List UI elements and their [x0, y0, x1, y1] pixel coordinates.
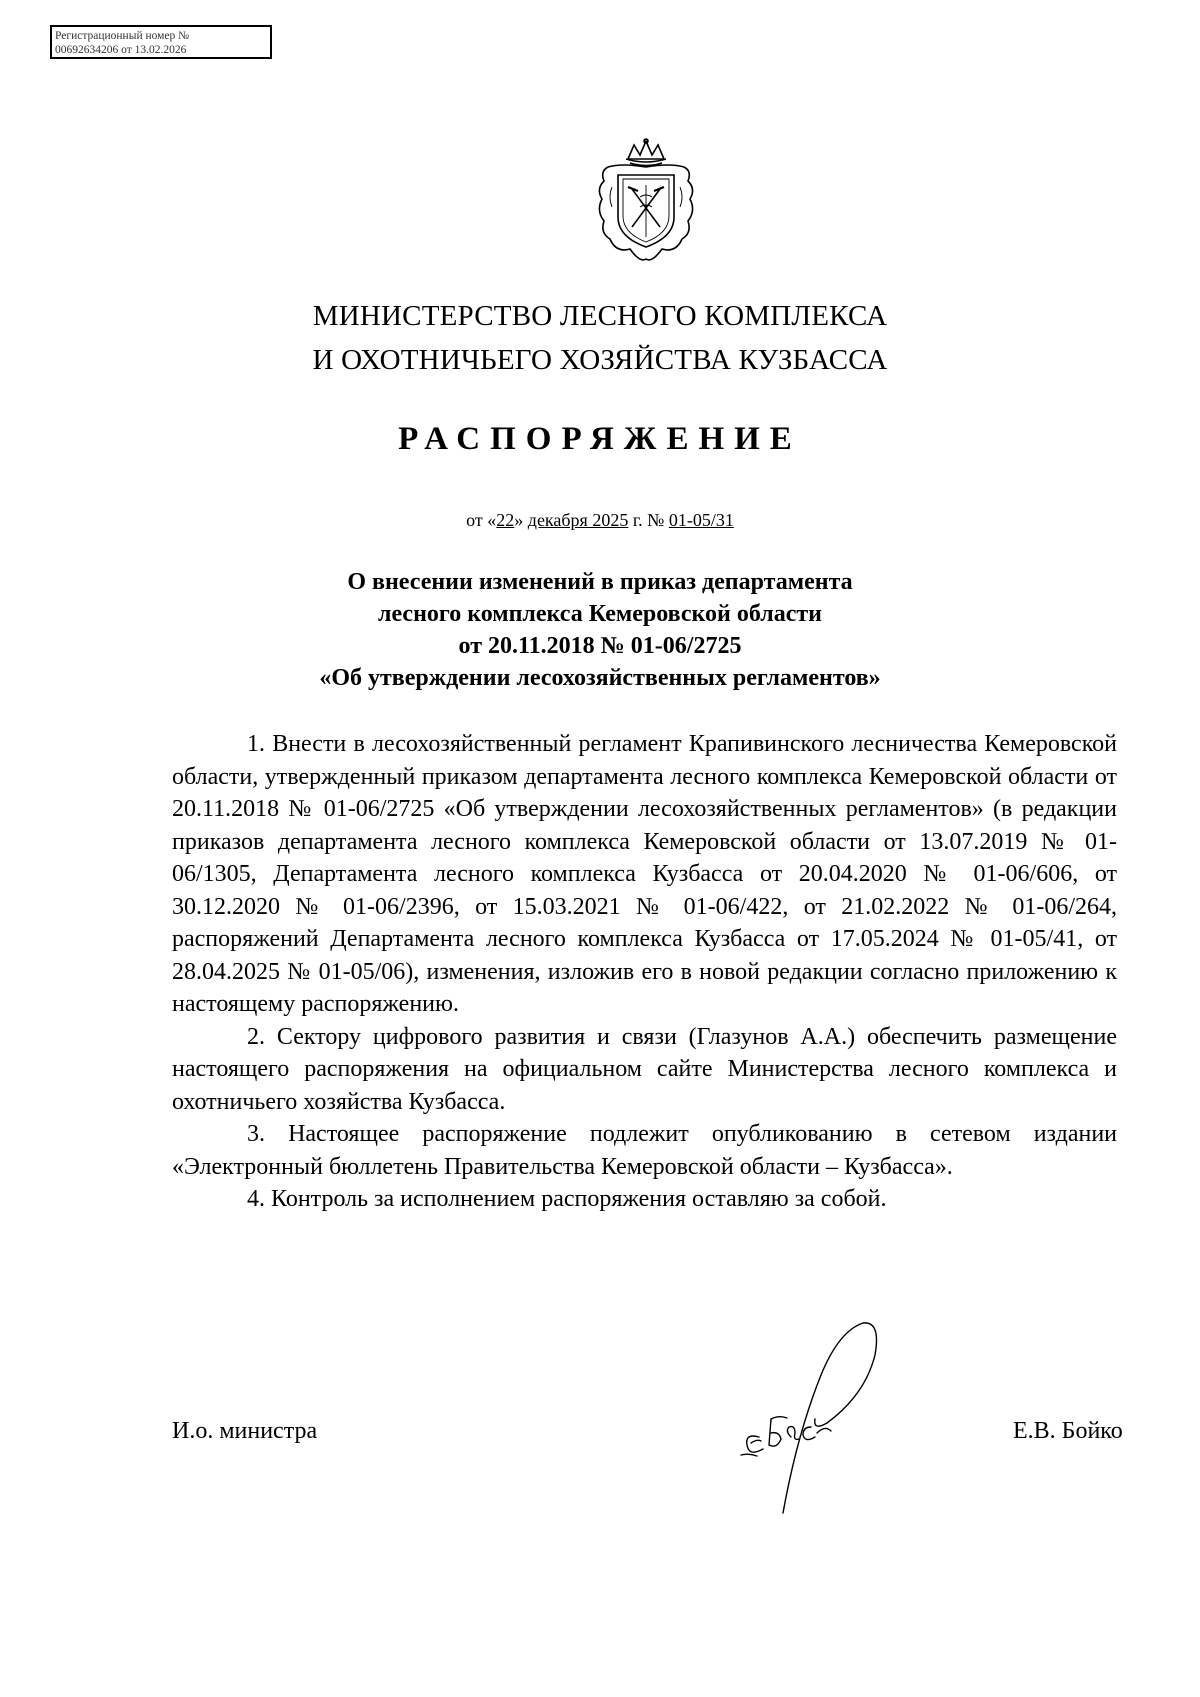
date-month-year: декабря 2025	[527, 510, 629, 530]
document-date-number	[0, 510, 1200, 531]
document-type-title: РАСПОРЯЖЕНИЕ	[398, 421, 802, 457]
paragraph-2: 2. Сектору цифрового развития и связи (Глазунов А.А.) обеспечить размещение настоящего распоряжения на официальном сайте Министерства лесного комплекса и охотничьего хозяйства Кузбасса.	[172, 1023, 1117, 1115]
signer-name: Е.В. Бойко	[1013, 1418, 1123, 1444]
kuzbass-coat-of-arms-icon	[590, 137, 702, 267]
document-body	[172, 728, 1117, 1216]
paragraph-1: 1. Внести в лесохозяйственный регламент Крапивинского лесничества Кемеровской области, утвержденный приказом департамента лесного комплекса Кемеровской области от 20.11.2018 № 01-06/2725 «Об утверждении лесохозяйственных регламентов» (в редакции приказов департамента лесного комплекса Кемеровской области от 13.07.2019 № 01-06/1305, Департамента лесного комплекса Кузбасса от 20.04.2020 № 01-06/606, от 30.12.2020 № 01-06/2396, от 15.03.2021 № 01-06/422, от 21.02.2022 № 01-06/264, распоряжений Департамента лесного комплекса Кузбасса от 17.05.2024 № 01-05/41, от 28.04.2025 № 01-05/06), изменения, изложив его в новой редакции согласно приложению к настоящему распоряжению.	[172, 731, 1117, 1017]
paragraph-3: 3. Настоящее распоряжение подлежит опубликованию в сетевом издании «Электронный бюллетень Правительства Кемеровской области – Кузбасса».	[172, 1121, 1117, 1180]
subject-line: «Об утверждении лесохозяйственных регламентов»	[319, 665, 881, 691]
date-year-suffix: г. №	[628, 510, 669, 530]
date-day: 22	[496, 510, 515, 530]
subject-line: О внесении изменений в приказ департамента	[347, 569, 853, 595]
handwritten-signature-icon	[735, 1315, 965, 1520]
subject-line: от 20.11.2018 № 01-06/2725	[458, 633, 742, 659]
subject-line: лесного комплекса Кемеровской области	[378, 601, 822, 627]
registration-number: 00692634206 от 13.02.2026	[55, 44, 187, 56]
date-mid: »	[514, 510, 528, 530]
date-prefix: от «	[466, 510, 497, 530]
registration-label: Регистрационный номер №	[55, 30, 190, 42]
document-subject	[0, 566, 1200, 694]
registration-stamp	[50, 25, 272, 59]
organization-name-line1: МИНИСТЕРСТВО ЛЕСНОГО КОМПЛЕКСА	[312, 300, 888, 332]
signer-title: И.о. министра	[172, 1418, 318, 1444]
paragraph-4: 4. Контроль за исполнением распоряжения оставляю за собой.	[247, 1186, 887, 1212]
document-number: 01-05/31	[668, 510, 734, 530]
organization-name-line2: И ОХОТНИЧЬЕГО ХОЗЯЙСТВА КУЗБАССА	[312, 344, 888, 376]
